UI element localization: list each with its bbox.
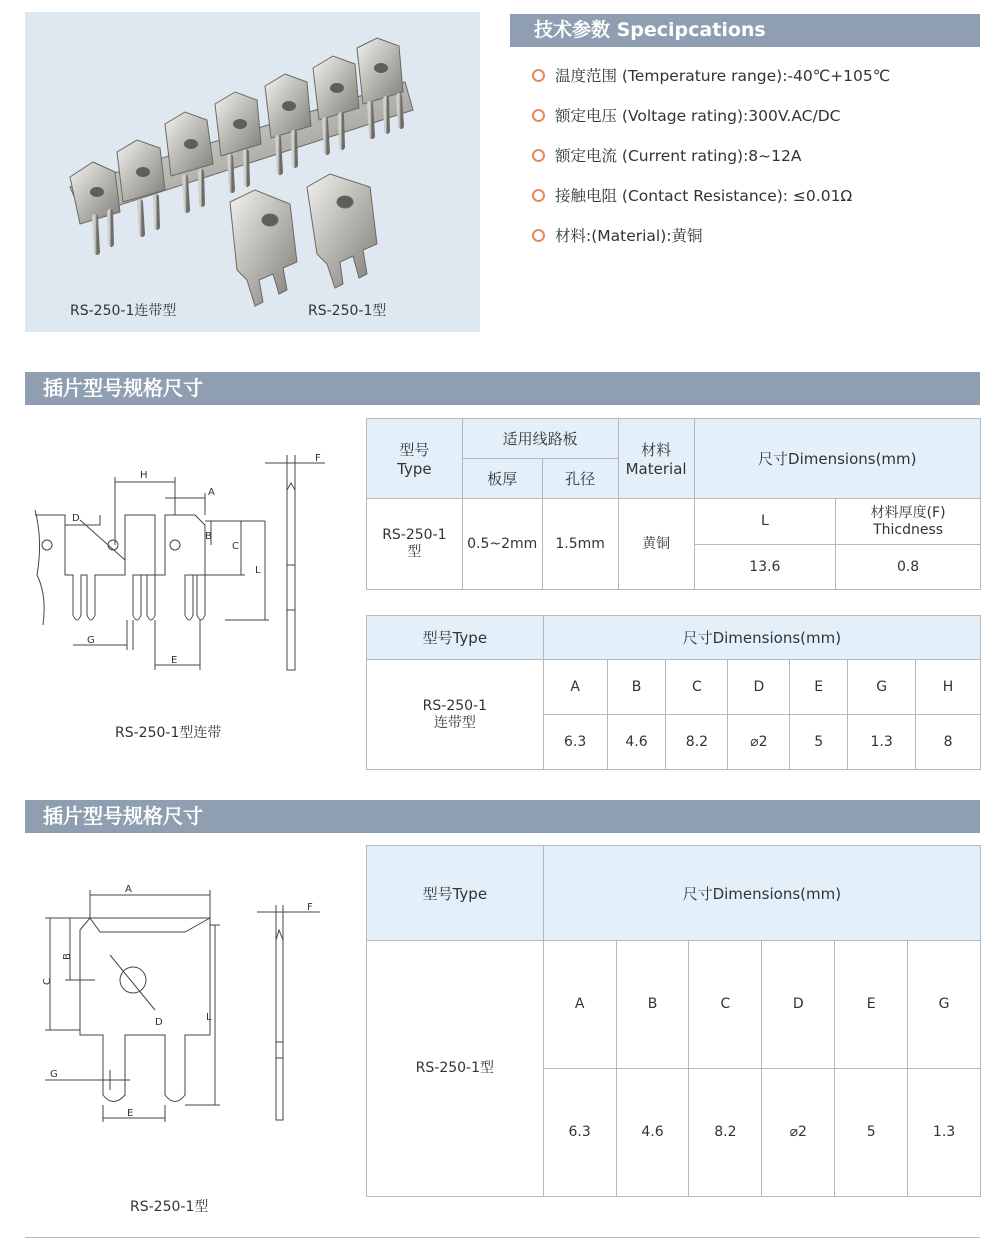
- col-header-H: H: [916, 660, 981, 715]
- material-value: 黄铜: [618, 499, 694, 590]
- spec-item-current: 额定电流 (Current rating):8~12A: [532, 142, 890, 182]
- hole-diameter-value: 1.5mm: [542, 499, 618, 590]
- value-E: 5: [790, 715, 848, 770]
- model-cell: RS-250-1 连带型: [367, 660, 544, 770]
- strip-dimensions-table: [366, 615, 981, 770]
- value-E: 5: [835, 1069, 908, 1197]
- board-thickness-value: 0.5~2mm: [462, 499, 542, 590]
- F-header-cell: 材料厚度(F) Thicdness: [836, 499, 981, 545]
- dim-label-D: D: [72, 513, 80, 524]
- L-header-cell: L: [694, 499, 836, 545]
- spec-item-voltage: 额定电压 (Voltage rating):300V.AC/DC: [532, 102, 890, 142]
- single-terminal-image: [230, 174, 377, 306]
- col-header-G: G: [908, 941, 981, 1069]
- terminal-photo-illustration: [25, 12, 480, 332]
- value-A: 6.3: [543, 715, 607, 770]
- hole-diameter-header: 孔径: [542, 459, 618, 499]
- value-C: 8.2: [689, 1069, 762, 1197]
- bottom-divider: [25, 1237, 980, 1238]
- dimensions-header-cell: 尺寸Dimensions(mm): [543, 846, 980, 941]
- model-cell: RS-250-1 型: [367, 499, 463, 590]
- dim-label-H: H: [140, 470, 148, 481]
- strip-drawing-caption: RS-250-1型连带: [115, 725, 222, 741]
- col-header-B: B: [607, 660, 666, 715]
- F-value-cell: 0.8: [836, 545, 981, 590]
- bullet-icon: [532, 149, 545, 162]
- section2-header: 插片型号规格尺寸: [25, 800, 980, 833]
- product-photo-panel: [25, 12, 480, 332]
- pcb-header-cell: 适用线路板: [462, 419, 618, 459]
- dim-label-B: B: [62, 953, 73, 960]
- dim-label-F: F: [315, 453, 321, 464]
- bullet-icon: [532, 69, 545, 82]
- dim-label-E: E: [127, 1108, 134, 1119]
- value-C: 8.2: [666, 715, 728, 770]
- type-header-cell: 型号Type: [367, 846, 544, 941]
- value-D: ⌀2: [728, 715, 790, 770]
- dim-label-L: L: [255, 565, 261, 576]
- col-header-C: C: [689, 941, 762, 1069]
- dim-label-E: E: [171, 655, 178, 666]
- bullet-icon: [532, 109, 545, 122]
- section1-header: 插片型号规格尺寸: [25, 372, 980, 405]
- single-dimensions-table: [366, 845, 981, 1197]
- specs-list: [532, 62, 890, 262]
- dim-label-G: G: [50, 1069, 58, 1080]
- bullet-icon: [532, 229, 545, 242]
- material-spec-table: [366, 418, 981, 590]
- col-header-D: D: [728, 660, 790, 715]
- value-B: 4.6: [616, 1069, 689, 1197]
- photo-caption-strip: RS-250-1连带型: [70, 303, 177, 319]
- L-value-cell: 13.6: [694, 545, 836, 590]
- value-G: 1.3: [848, 715, 916, 770]
- dim-label-A: A: [125, 884, 132, 895]
- value-G: 1.3: [908, 1069, 981, 1197]
- col-header-B: B: [616, 941, 689, 1069]
- dim-label-D: D: [155, 1017, 163, 1028]
- photo-caption-single: RS-250-1型: [308, 303, 387, 319]
- dim-label-B: B: [205, 531, 212, 542]
- material-header-cell: 材料 Material: [618, 419, 694, 499]
- dim-label-L: L: [206, 1012, 212, 1023]
- spec-item-temperature: 温度范围 (Temperature range):-40℃+105℃: [532, 62, 890, 102]
- strip-dimension-drawing: [25, 445, 345, 690]
- dim-label-F: F: [307, 902, 313, 913]
- col-header-C: C: [666, 660, 728, 715]
- value-D: ⌀2: [762, 1069, 835, 1197]
- col-header-A: A: [543, 941, 616, 1069]
- col-header-E: E: [835, 941, 908, 1069]
- specs-header: 技术参数 Specipcations: [510, 14, 980, 47]
- single-drawing-caption: RS-250-1型: [130, 1199, 209, 1215]
- type-header-cell: 型号 Type: [367, 419, 463, 499]
- bullet-icon: [532, 189, 545, 202]
- spec-item-resistance: 接触电阻 (Contact Resistance): ≤0.01Ω: [532, 182, 890, 222]
- col-header-D: D: [762, 941, 835, 1069]
- dimensions-header-cell: 尺寸Dimensions(mm): [543, 616, 980, 660]
- dim-label-C: C: [42, 978, 53, 985]
- board-thickness-header: 板厚: [462, 459, 542, 499]
- col-header-G: G: [848, 660, 916, 715]
- dim-label-G: G: [87, 635, 95, 646]
- single-dimension-drawing: [25, 880, 345, 1130]
- col-header-A: A: [543, 660, 607, 715]
- spec-item-material: 材料:(Material):黄铜: [532, 222, 890, 262]
- col-header-E: E: [790, 660, 848, 715]
- dimensions-header-cell: 尺寸Dimensions(mm): [694, 419, 980, 499]
- dim-label-A: A: [208, 487, 215, 498]
- dim-label-C: C: [232, 541, 239, 552]
- value-A: 6.3: [543, 1069, 616, 1197]
- value-H: 8: [916, 715, 981, 770]
- value-B: 4.6: [607, 715, 666, 770]
- model-cell: RS-250-1型: [367, 941, 544, 1197]
- type-header-cell: 型号Type: [367, 616, 544, 660]
